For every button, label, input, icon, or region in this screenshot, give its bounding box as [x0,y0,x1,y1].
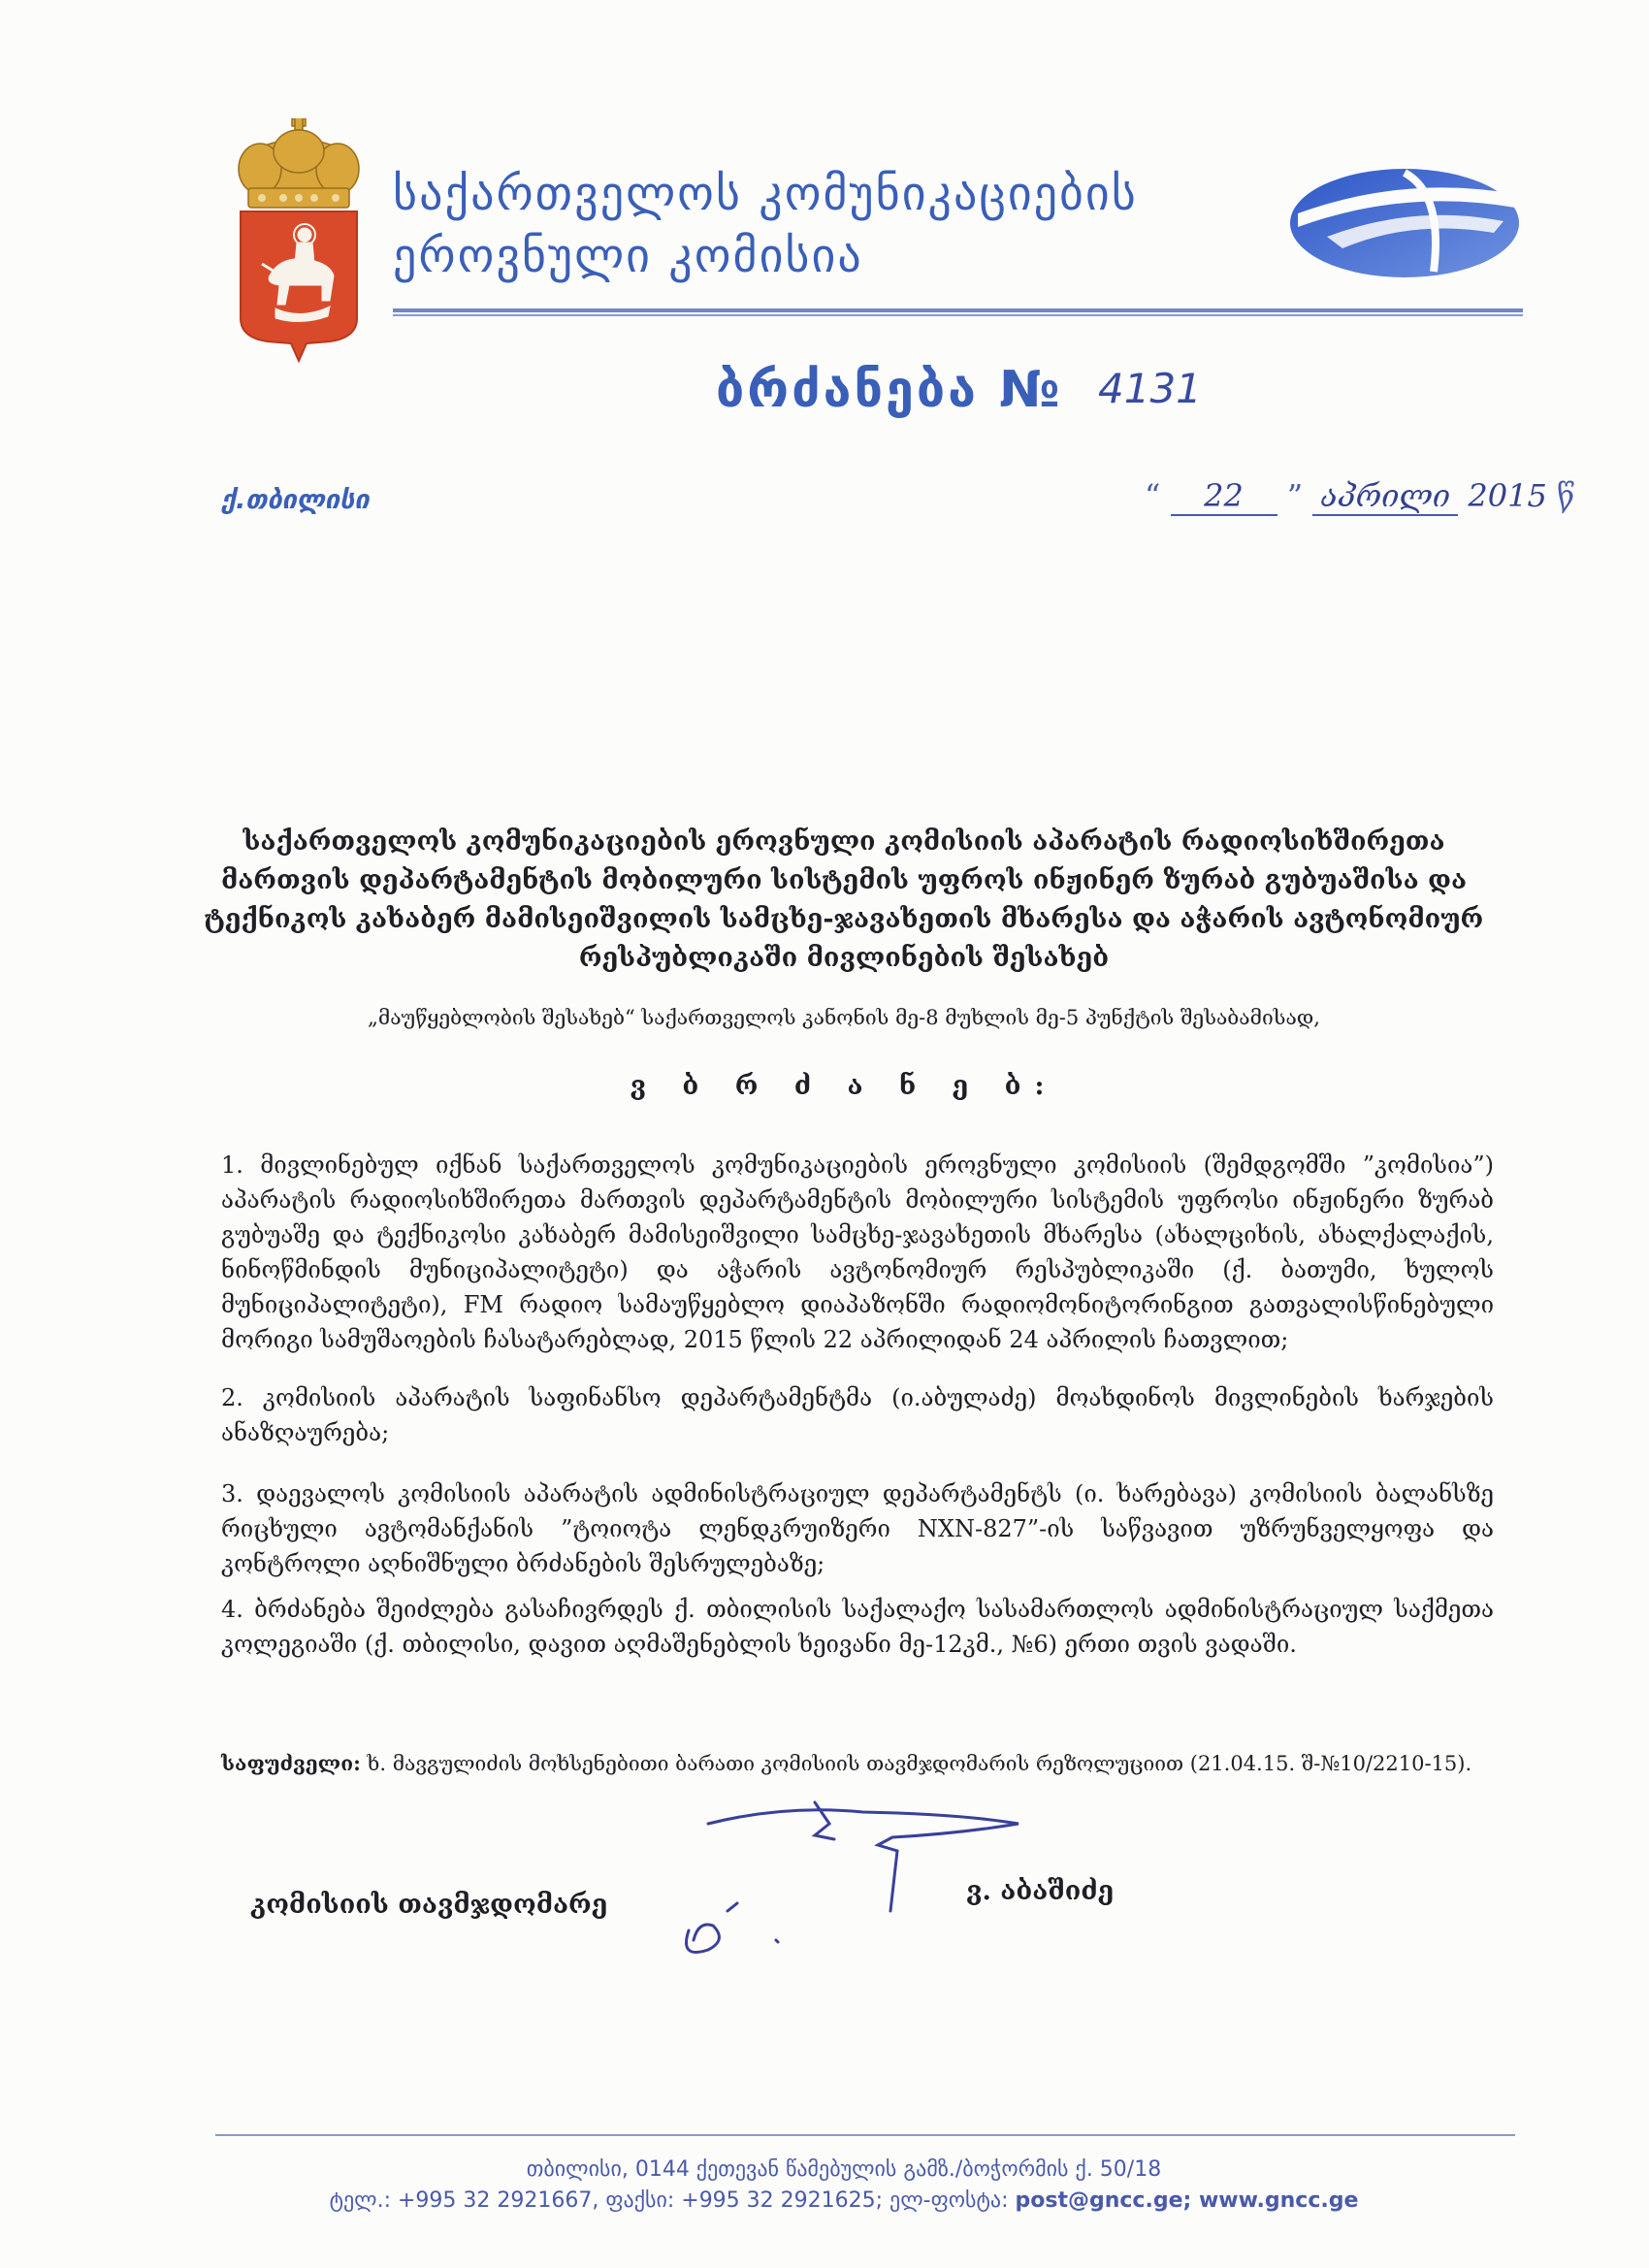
basis-label: საფუძველი: [221,1751,361,1775]
organization-name-line1: საქართველოს კომუნიკაციების [393,167,1138,221]
order-paragraph-2: 2. კომისიის აპარატის საფინანსო დეპარტამენტმა (ი.აბულაძე) მოახდინოს მივლინების ხარჯების ანაზღაურება; [221,1384,1494,1446]
date-month: აპრილი [1312,477,1458,516]
date-close-quote: ” [1286,477,1304,514]
city-label: ქ.თბილისი [221,485,370,515]
basis-text: ხ. მავგულიძის მოხსენებითი ბარათი კომისიის თავმჯდომარის რეზოლუციით (21.04.15. შ-№10/2210-15). [367,1752,1472,1775]
document-heading: საქართველოს კომუნიკაციების ეროვნული კომისიის აპარატის რადიოსიხშირეთა მართვის დეპარტამენტის მობილური სისტემის უფროს ინჟინერ ზურაბ გუბუაშისა და ტექნიკოს კახაბერ მამისეიშვილის სამცხე-ჯავახეთის მხარესა და აჭარის ავტონომიურ რესპუბლიკაში მივლინების შესახებ [204,826,1484,973]
footer-contacts [175,2188,1513,2213]
gncc-logo-icon [1288,165,1521,281]
date-day: 22 [1171,477,1277,516]
organization-name-line2: ეროვნული კომისია [393,229,863,283]
signer-title: კომისიის თავმჯდომარე [250,1890,608,1920]
order-date [1145,477,1575,516]
date-year: 2015 [1468,477,1547,514]
date-open-quote: “ [1145,477,1161,514]
footer-email-website[interactable]: post@gncc.ge; www.gncc.ge [1015,2188,1359,2213]
legal-basis: „მაუწყებლობის შესახებ“ საქართველოს კანონის მე-8 მუხლის მე-5 პუნქტის შესაბამისად, [368,1006,1320,1029]
order-verb: ვ ბ რ ძ ა ნ ე ბ: [630,1071,1058,1101]
footer-address: თბილისი, 0144 ქეთევან წამებულის გამზ./ბოჭორმის ქ. 50/18 [526,2157,1162,2182]
order-title: ბრძანება № [716,361,1063,419]
order-paragraph-3: 3. დაევალოს კომისიის აპარატის ადმინისტრაციულ დეპარტამენტს (ი. ხარებავა) კომისიის ბალანსზე რიცხული ავტომანქანის ”ტოიოტა ლენდკრუიზერი NXN-827”-ის საწვავით უზრუნველყოფა და კონტროლი აღნიშნული ბრძანების შესრულებაზე; [221,1480,1494,1577]
footer-phone-fax: ტელ.: +995 32 2921667, ფაქსი: +995 32 2921625; ელ-ფოსტა: [329,2188,1016,2213]
order-paragraph-4: 4. ბრძანება შეიძლება გასაჩივრდეს ქ. თბილისის საქალაქო სასამართლოს ადმინისტრაციულ საქმეთა კოლეგიაში (ქ. თბილისი, დავით აღმაშენებლის ხეივანი მე-12კმ., №6) ერთი თვის ვადაში. [221,1596,1494,1658]
header-divider [393,308,1523,318]
coat-of-arms-icon [233,118,365,363]
date-suffix: წ [1557,477,1575,514]
signer-name: ვ. აბაშიძე [966,1876,1115,1906]
basis-note [221,1748,1494,1779]
order-paragraph-1: 1. მივლინებულ იქნან საქართველოს კომუნიკაციების ეროვნული კომისიის (შემდგომში ”კომისია”) აპარატის რადიოსიხშირეთა მართვის დეპარტამენტის მობილური სისტემის უფროსი ინჟინერი ზურაბ გუბუაშე და ტექნიკოსი კახაბერ მამისეიშვილი სამცხე-ჯავახეთის მხარესა (ახალციხის, ახალქალაქის, ნინოწმინდის მუნიციპალიტეტი) და აჭარის ავტონომიურ რესპუბლიკაში (ქ. ბათუმი, ხულოს მუნიციპალიტეტი), FM რადიო სამაუწყებლო დიაპაზონში რადიომონიტორინგით გათვალისწინებული მორიგი სამუშაოების ჩასატარებლად, 2015 წლის 22 აპრილიდან 24 აპრილის ჩათვლით; [221,1151,1494,1353]
footer-divider [215,2134,1515,2136]
order-number: 4131 [1098,365,1202,412]
